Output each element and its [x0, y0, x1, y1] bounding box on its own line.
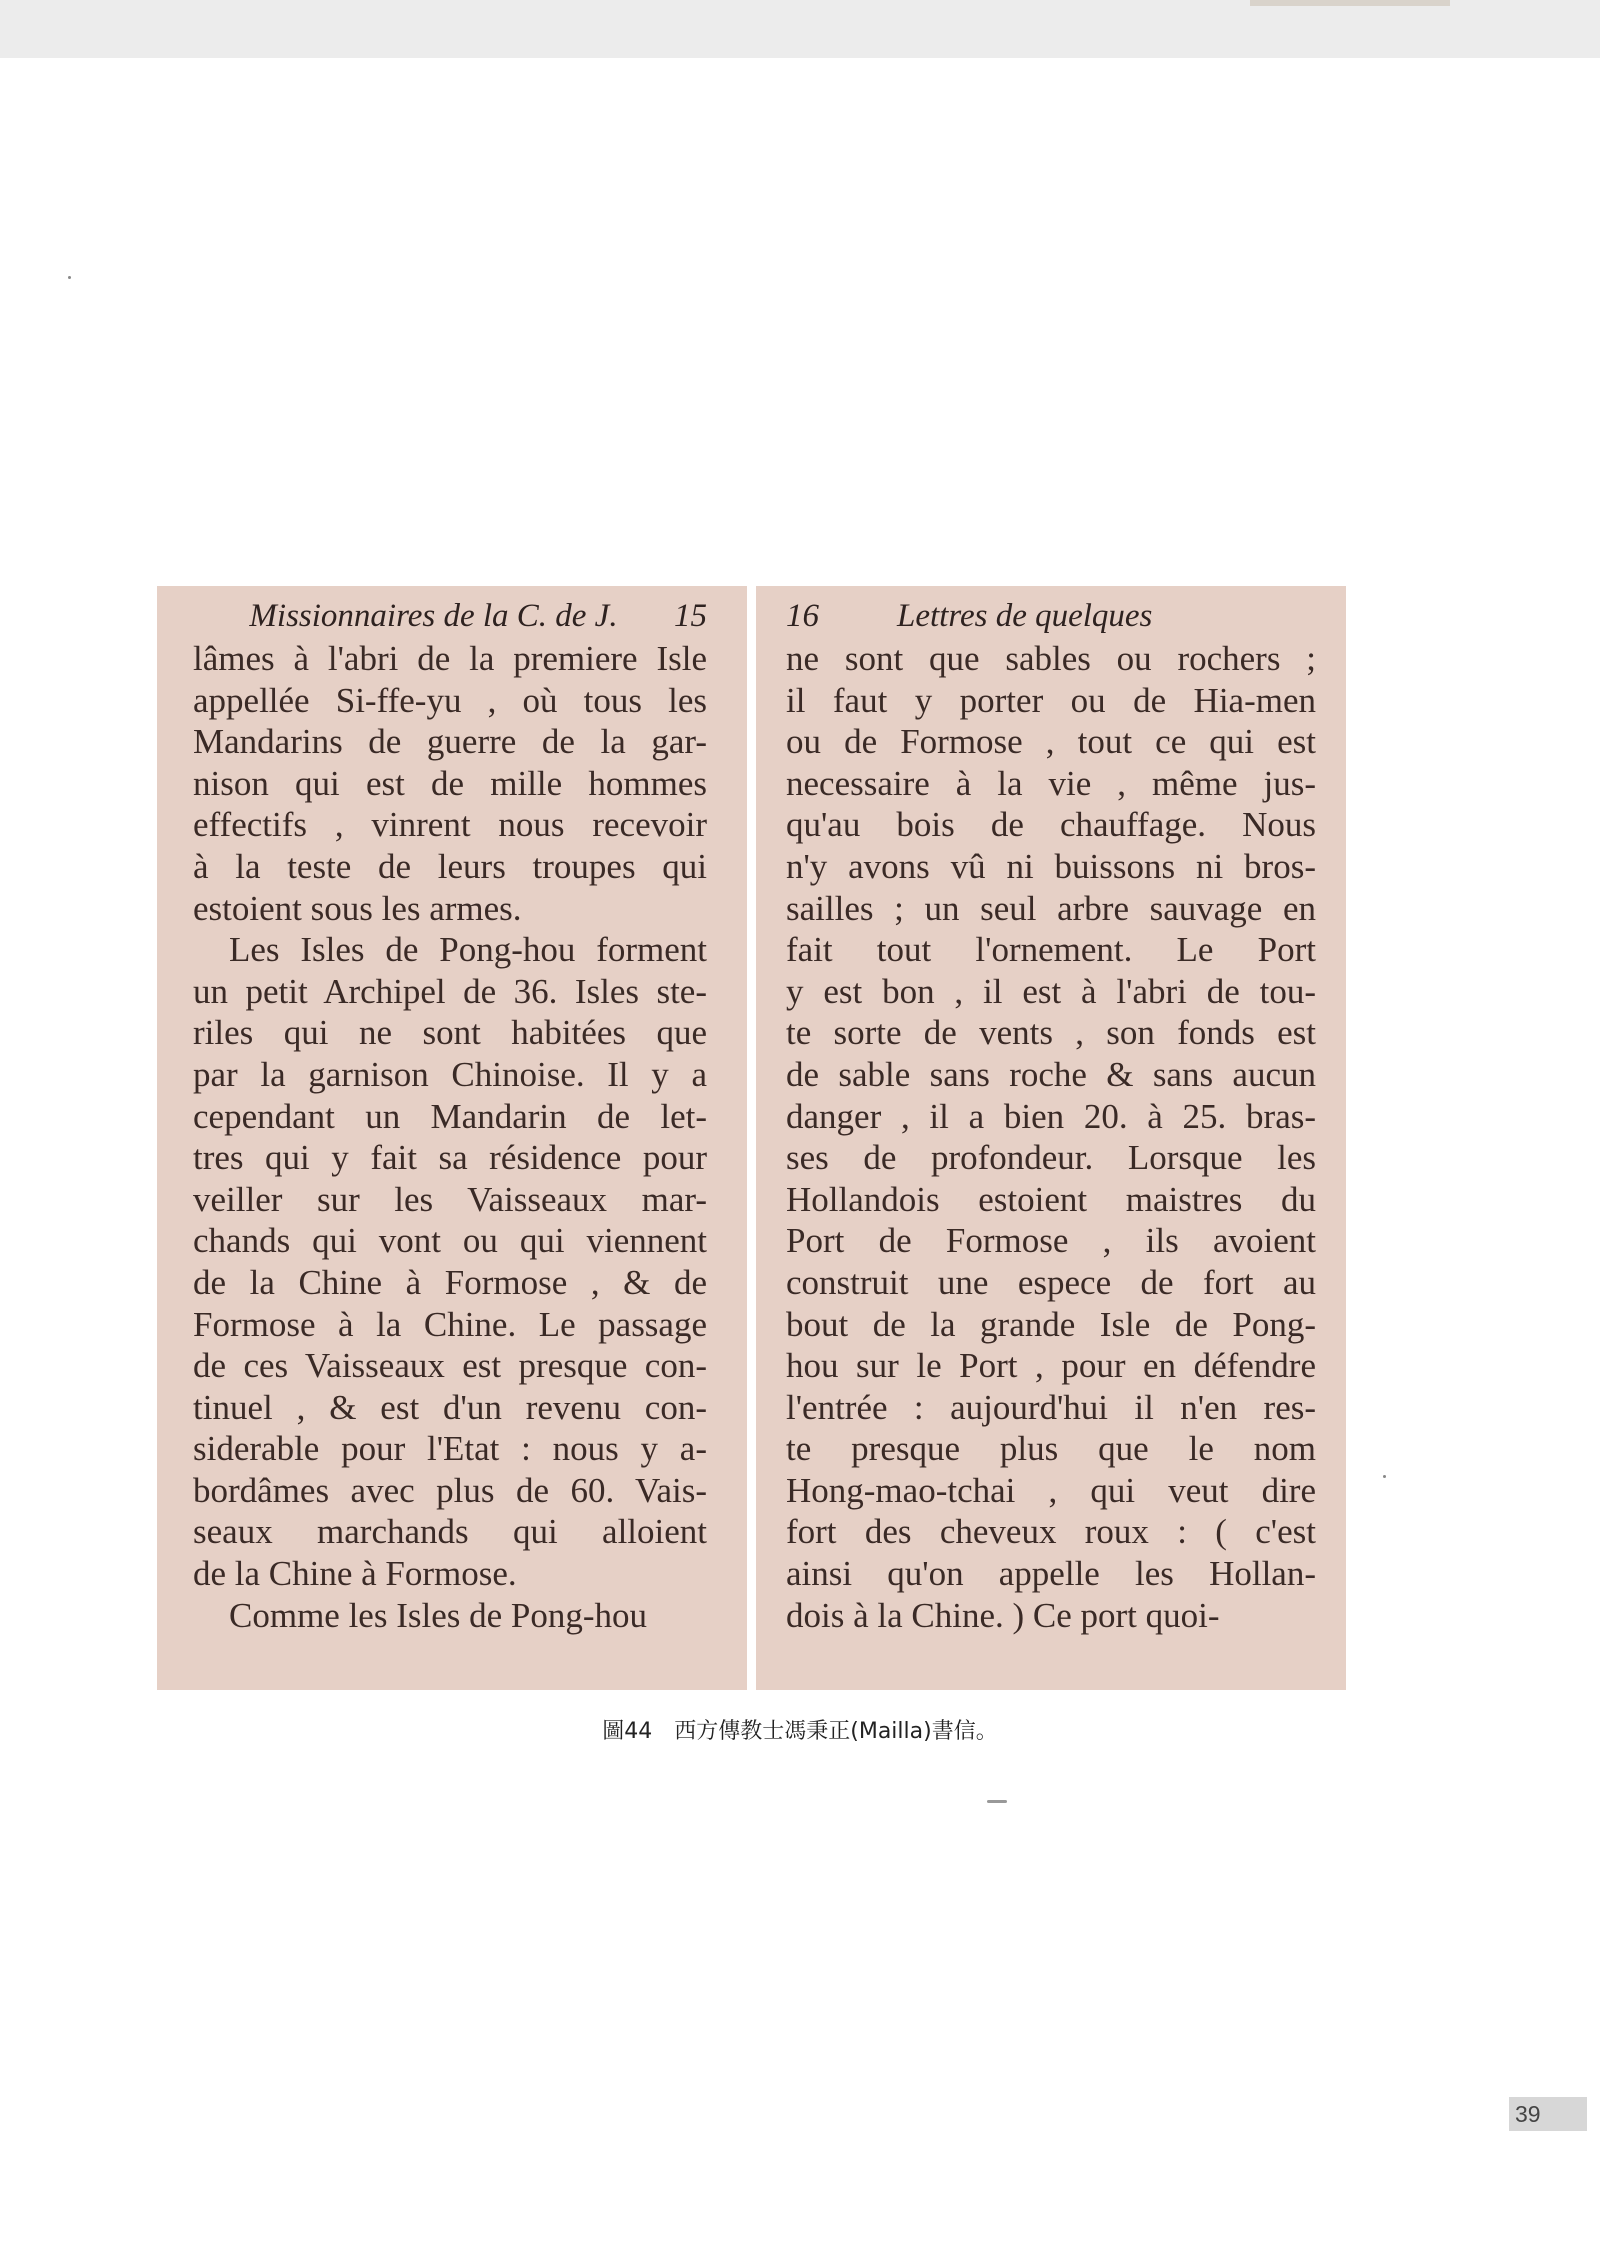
text-line: te sorte de vents , son fonds est — [786, 1013, 1316, 1053]
right-running-head — [786, 596, 1316, 636]
text-line: de sable sans roche & sans aucun — [786, 1054, 1316, 1094]
right-page-text — [786, 638, 1316, 1636]
text-line: chands qui vont ou qui viennent — [193, 1221, 707, 1261]
left-page-text — [193, 638, 707, 1636]
text-line: fort des cheveux roux : ( c'est — [786, 1512, 1316, 1552]
text-line: riles qui ne sont habitées que — [193, 1013, 707, 1053]
text-line: ainsi qu'on appelle les Hollan- — [786, 1554, 1316, 1594]
text-line: ou de Formose , tout ce qui est — [786, 722, 1316, 762]
text-line: nison qui est de mille hommes — [193, 763, 707, 803]
text-line: de la Chine à Formose , & de — [193, 1262, 707, 1302]
text-line: il faut y porter ou de Hia-men — [786, 680, 1316, 720]
text-line: seaux marchands qui alloient — [193, 1512, 707, 1552]
text-line: necessaire à la vie , même jus- — [786, 763, 1316, 803]
text-line: tinuel , & est d'un revenu con- — [193, 1387, 707, 1427]
left-page-number: 15 — [674, 598, 707, 634]
right-page-number: 16 — [786, 598, 819, 634]
scan-speck — [68, 276, 71, 279]
right-book-page — [756, 586, 1346, 1690]
text-line: sailles ; un seul arbre sauvage en — [786, 888, 1316, 928]
folio-number: 39 — [1509, 2097, 1587, 2131]
text-line: siderable pour l'Etat : nous y a- — [193, 1429, 707, 1469]
text-line: de la Chine à Formose. — [193, 1554, 517, 1594]
text-line: cependant un Mandarin de let- — [193, 1096, 707, 1136]
text-line: l'entrée : aujourd'hui il n'en res- — [786, 1387, 1316, 1427]
text-line: Comme les Isles de Pong-hou — [229, 1595, 648, 1635]
right-running-title: Lettres de quelques — [897, 598, 1153, 634]
left-book-page — [157, 586, 747, 1690]
figure-caption: 圖44 西方傳教士馮秉正(Mailla)書信。 — [602, 1719, 998, 1744]
scan-top-band — [0, 0, 1600, 58]
text-line: de ces Vaisseaux est presque con- — [193, 1346, 707, 1386]
text-line: n'y avons vû ni buissons ni bros- — [786, 846, 1316, 886]
scan-speck — [1383, 1475, 1386, 1478]
text-line: y est bon , il est à l'abri de tou- — [786, 971, 1316, 1011]
text-line: un petit Archipel de 36. Isles ste- — [193, 971, 707, 1011]
text-line: ne sont que sables ou rochers ; — [786, 639, 1316, 678]
left-running-title: Missionnaires de la C. de J. — [249, 598, 618, 634]
text-line: lâmes à l'abri de la premiere Isle — [193, 639, 707, 678]
text-line: estoient sous les armes. — [193, 888, 522, 928]
left-running-head — [193, 596, 707, 636]
text-line: hou sur le Port , pour en défendre — [786, 1346, 1316, 1386]
text-line: te presque plus que le nom — [786, 1429, 1316, 1469]
text-line: qu'au bois de chauffage. Nous — [786, 805, 1316, 845]
text-line: Port de Formose , ils avoient — [786, 1221, 1316, 1261]
text-line: bordâmes avec plus de 60. Vais- — [193, 1470, 707, 1510]
text-line: Les Isles de Pong-hou forment — [229, 930, 707, 970]
scan-speck — [987, 1800, 1007, 1803]
text-line: Hong-mao-tchai , qui veut dire — [786, 1470, 1316, 1510]
text-line: à la teste de leurs troupes qui — [193, 846, 707, 886]
text-line: Hollandois estoient maistres du — [786, 1179, 1316, 1219]
text-line: veiller sur les Vaisseaux mar- — [193, 1179, 707, 1219]
text-line: Mandarins de guerre de la gar- — [193, 722, 707, 762]
text-line: par la garnison Chinoise. Il y a — [193, 1054, 707, 1094]
text-line: construit une espece de fort au — [786, 1262, 1316, 1302]
text-line: danger , il a bien 20. à 25. bras- — [786, 1096, 1316, 1136]
text-line: tres qui y fait sa résidence pour — [193, 1138, 707, 1178]
text-line: fait tout l'ornement. Le Port — [786, 930, 1316, 970]
text-line: ses de profondeur. Lorsque les — [786, 1138, 1316, 1178]
text-line: bout de la grande Isle de Pong- — [786, 1304, 1316, 1344]
text-line: effectifs , vinrent nous recevoir — [193, 805, 707, 845]
text-line: appellée Si-ffe-yu , où tous les — [193, 680, 707, 720]
text-line: dois à la Chine. ) Ce port quoi- — [786, 1595, 1220, 1635]
text-line: Formose à la Chine. Le passage — [193, 1304, 707, 1344]
